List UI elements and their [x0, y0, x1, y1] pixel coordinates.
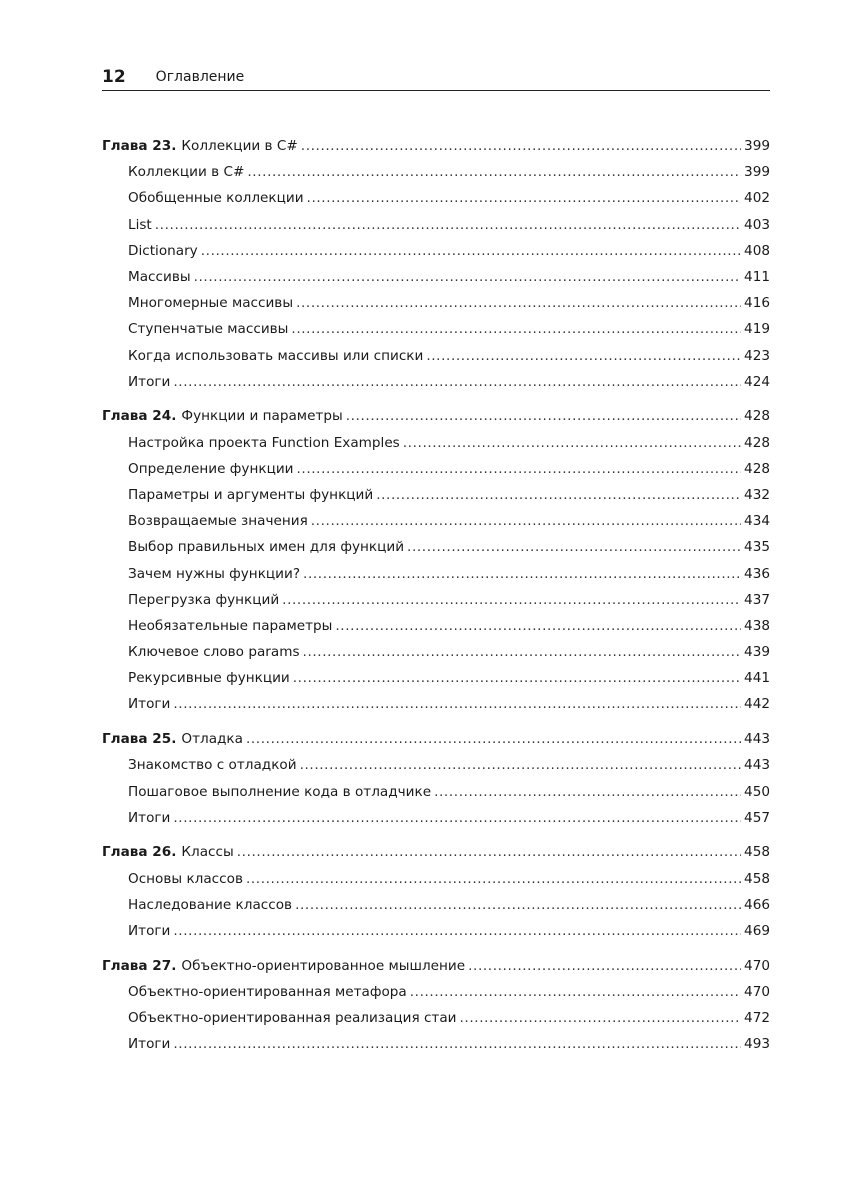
page-ref: 419 [744, 321, 770, 338]
page-ref: 470 [744, 957, 770, 974]
section-title: Объектно-ориентированная реализация стаи [128, 1010, 457, 1026]
page-ref: 493 [744, 1036, 770, 1053]
section-title: Ключевое слово params [128, 644, 300, 661]
section-title: Итоги [128, 1036, 171, 1053]
dot-leader [295, 892, 741, 918]
section-title: Объектно-ориентированная метафора [128, 983, 407, 1000]
chapter-title: Отладка [181, 731, 243, 748]
chapter-block [102, 403, 770, 717]
chapter-entry[interactable] [102, 726, 770, 752]
chapter-block [102, 726, 770, 831]
dot-leader [426, 343, 741, 369]
running-title: Оглавление [155, 69, 245, 85]
section-entry[interactable] [102, 290, 770, 316]
chapter-title: Коллекции в C# [181, 138, 298, 154]
dot-leader [194, 264, 741, 290]
dot-leader [407, 534, 741, 560]
page-ref: 423 [744, 347, 770, 364]
section-entry[interactable] [102, 1005, 770, 1031]
page-ref: 428 [744, 460, 770, 477]
section-entry[interactable] [102, 534, 770, 560]
section-title: Многомерные массивы [128, 295, 294, 312]
section-title: Обобщенные коллекции [128, 190, 304, 207]
dot-leader [201, 238, 741, 264]
section-entry[interactable] [102, 238, 770, 264]
chapter-title: Классы [181, 844, 234, 861]
section-entry[interactable] [102, 691, 770, 717]
section-title: Определение функции [128, 460, 294, 477]
chapter-title: Функции и параметры [181, 408, 343, 425]
page-ref: 416 [744, 295, 770, 312]
section-entry[interactable] [102, 185, 770, 211]
dot-leader [468, 953, 741, 979]
section-title: Перегрузка функций [128, 591, 280, 608]
page-ref: 436 [744, 565, 770, 582]
section-title: Основы классов [128, 870, 243, 887]
section-entry[interactable] [102, 456, 770, 482]
chapter-number: Глава 26. [102, 844, 177, 861]
dot-leader [303, 561, 741, 587]
dot-leader [173, 918, 741, 944]
section-entry[interactable] [102, 264, 770, 290]
section-entry[interactable] [102, 639, 770, 665]
section-entry[interactable] [102, 212, 770, 238]
page-ref: 434 [744, 513, 770, 530]
chapter-entry[interactable] [102, 133, 770, 159]
section-title: Итоги [128, 696, 171, 713]
dot-leader [173, 369, 741, 395]
section-entry[interactable] [102, 587, 770, 613]
section-title: List [128, 216, 152, 233]
section-entry[interactable] [102, 779, 770, 805]
dot-leader [237, 839, 741, 865]
section-title: Настройка проекта Function Examples [128, 434, 400, 451]
page-ref: 458 [744, 844, 770, 861]
dot-leader [300, 752, 741, 778]
page-ref: 438 [744, 617, 770, 634]
section-entry[interactable] [102, 369, 770, 395]
page-ref: 411 [744, 268, 770, 285]
dot-leader [460, 1005, 742, 1031]
section-title: Итоги [128, 809, 171, 826]
page-ref: 403 [744, 216, 770, 233]
section-title: Возвращаемые значения [128, 513, 308, 530]
section-title: Итоги [128, 922, 171, 939]
dot-leader [173, 1031, 741, 1057]
page-ref: 466 [744, 896, 770, 913]
section-entry[interactable] [102, 482, 770, 508]
section-entry[interactable] [102, 343, 770, 369]
section-entry[interactable] [102, 613, 770, 639]
dot-leader [296, 290, 741, 316]
dot-leader [335, 613, 741, 639]
chapter-number: Глава 27. [102, 957, 177, 974]
section-title: Зачем нужны функции? [128, 565, 301, 582]
section-title: Знакомство с отладкой [128, 757, 297, 774]
dot-leader [282, 587, 741, 613]
section-title: Итоги [128, 373, 171, 390]
section-title: Когда использовать массивы или списки [128, 347, 424, 364]
chapter-number: Глава 25. [102, 731, 177, 748]
page-ref: 443 [744, 731, 770, 748]
section-entry[interactable] [102, 430, 770, 456]
chapter-number: Глава 23. [102, 138, 177, 154]
section-title: Параметры и аргументы функций [128, 486, 374, 503]
dot-leader [293, 665, 741, 691]
section-entry[interactable] [102, 159, 770, 185]
section-title: Пошаговое выполнение кода в отладчике [128, 783, 432, 800]
dot-leader [346, 403, 741, 429]
page-ref: 437 [744, 591, 770, 608]
chapter-entry[interactable] [102, 839, 770, 865]
dot-leader [301, 133, 741, 159]
section-title: Наследование классов [128, 896, 293, 913]
chapter-block [102, 133, 770, 395]
dot-leader [247, 159, 741, 185]
section-entry[interactable] [102, 508, 770, 534]
section-entry[interactable] [102, 918, 770, 944]
dot-leader [173, 691, 741, 717]
page-number: 12 [102, 67, 126, 87]
dot-leader [173, 805, 741, 831]
page-ref: 408 [744, 242, 770, 259]
chapter-block [102, 839, 770, 944]
page-ref: 458 [744, 870, 770, 887]
chapter-title: Объектно-ориентированное мышление [181, 957, 466, 974]
dot-leader [410, 979, 741, 1005]
page-ref: 399 [744, 138, 770, 154]
section-entry[interactable] [102, 665, 770, 691]
page-ref: 472 [744, 1010, 770, 1026]
dot-leader [307, 185, 742, 211]
dot-leader [311, 508, 741, 534]
page-ref: 399 [744, 164, 770, 181]
page-ref: 439 [744, 644, 770, 661]
section-title: Рекурсивные функции [128, 670, 290, 687]
section-title: Ступенчатые массивы [128, 321, 289, 338]
dot-leader [246, 726, 741, 752]
section-title: Коллекции в C# [128, 164, 245, 181]
chapter-number: Глава 24. [102, 408, 177, 425]
section-entry[interactable] [102, 805, 770, 831]
section-entry[interactable] [102, 752, 770, 778]
dot-leader [155, 212, 741, 238]
page-ref: 469 [744, 922, 770, 939]
section-title: Массивы [128, 268, 191, 285]
section-entry[interactable] [102, 866, 770, 892]
section-entry[interactable] [102, 561, 770, 587]
page-ref: 441 [744, 670, 770, 687]
section-title: Dictionary [128, 242, 198, 259]
section-title: Выбор правильных имен для функций [128, 539, 405, 556]
page-ref: 432 [744, 486, 770, 503]
table-of-contents [102, 133, 770, 1066]
page-ref: 443 [744, 757, 770, 774]
dot-leader [403, 430, 741, 456]
dot-leader [291, 316, 741, 342]
section-title: Необязательные параметры [128, 617, 333, 634]
page-ref: 428 [744, 434, 770, 451]
dot-leader [376, 482, 741, 508]
chapter-block [102, 953, 770, 1058]
chapter-entry[interactable] [102, 403, 770, 429]
page-ref: 450 [744, 783, 770, 800]
page-header [102, 64, 770, 91]
page-ref: 402 [744, 190, 770, 207]
page-ref: 470 [744, 983, 770, 1000]
dot-leader [303, 639, 742, 665]
page-ref: 424 [744, 373, 770, 390]
section-entry[interactable] [102, 892, 770, 918]
dot-leader [246, 866, 741, 892]
dot-leader [434, 779, 741, 805]
page-ref: 457 [744, 809, 770, 826]
page-ref: 428 [744, 408, 770, 425]
section-entry[interactable] [102, 979, 770, 1005]
page-ref: 435 [744, 539, 770, 556]
dot-leader [297, 456, 742, 482]
page-ref: 442 [744, 696, 770, 713]
section-entry[interactable] [102, 316, 770, 342]
chapter-entry[interactable] [102, 953, 770, 979]
section-entry[interactable] [102, 1031, 770, 1057]
